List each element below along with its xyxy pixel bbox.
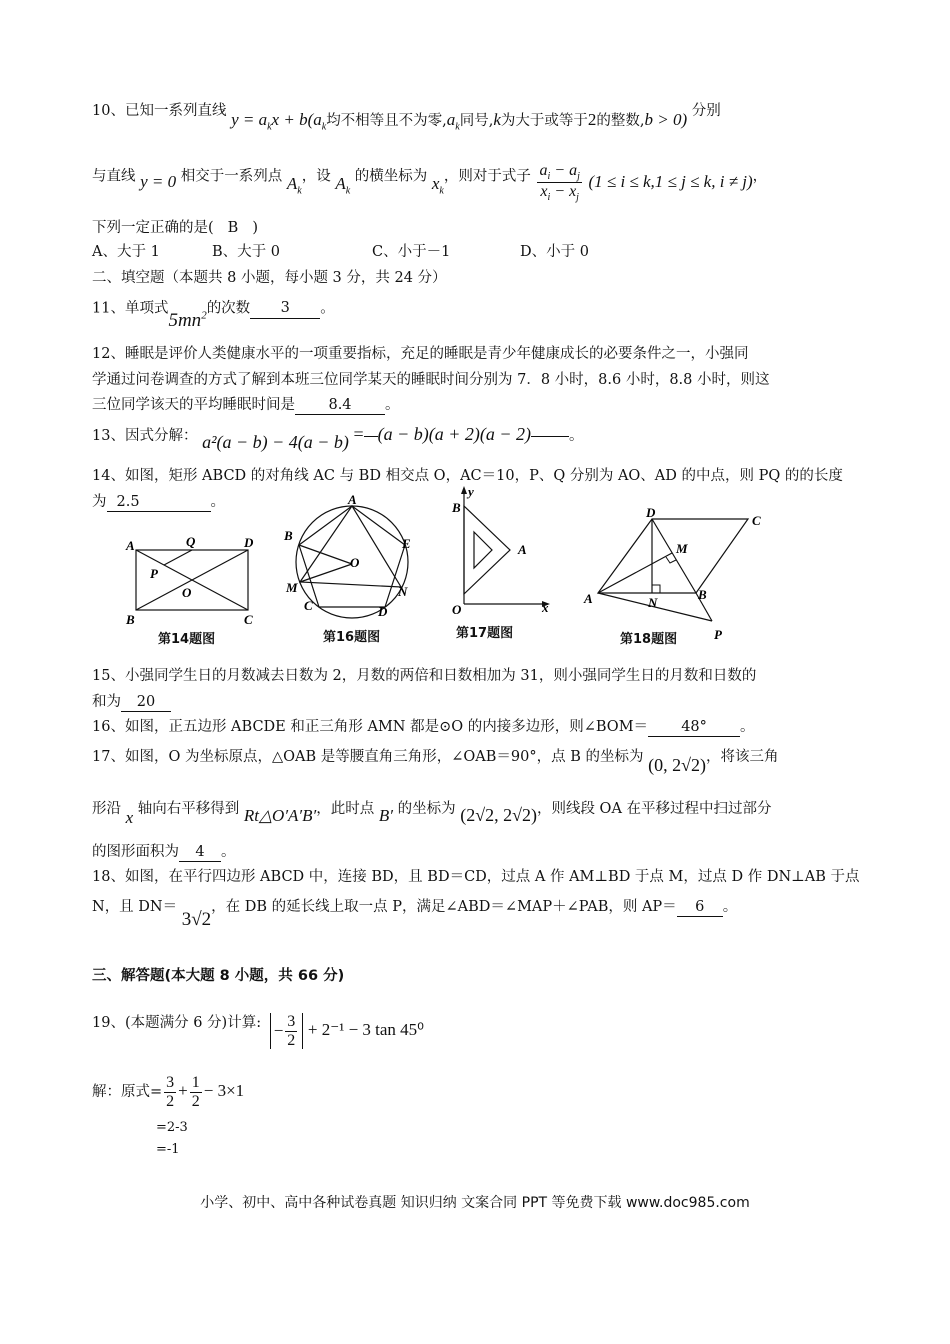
q10-l2e: ，则对于式子: [443, 168, 531, 185]
q14-answer: 2.5: [107, 494, 211, 512]
fig16-label-n: N: [398, 584, 408, 599]
q17-l2c: ，此时点: [316, 801, 375, 817]
q10-option-a: A、大于 1: [92, 244, 160, 260]
q10-line1: [92, 100, 721, 133]
q10-cond3: 为大于或等于: [500, 113, 588, 129]
q10-option-b: B、大于 0: [212, 244, 280, 260]
q14-post: 。: [210, 494, 225, 510]
q18-dn-value: 3√2: [181, 909, 212, 930]
fig16-label-o: O: [350, 555, 360, 570]
section-2-heading: 二、填空题（本题共 8 小题，每小题 3 分，共 24 分）: [92, 270, 447, 286]
fig18-label-b: B: [698, 587, 707, 602]
q19-step-2: =2-3: [156, 1120, 188, 1135]
q11-answer: 3: [250, 300, 320, 318]
figure-18-caption: 第18题图: [620, 632, 678, 647]
fig17-label-x: x: [542, 600, 549, 615]
q17-l2d: 的坐标为: [397, 801, 456, 817]
q10-condition: (1 ≤ i ≤ k,1 ≤ j ≤ k, i ≠ j): [588, 171, 753, 191]
figure-18: [580, 505, 780, 640]
fig16-label-c: C: [304, 598, 313, 613]
fig16-label-b: B: [284, 528, 293, 543]
fig14-label-b: B: [126, 612, 135, 627]
q11-post: 。: [320, 300, 335, 317]
q12-line1: 12、睡眠是评价人类健康水平的一项重要指标，充足的睡眠是青少年健康成长的必要条件之一，小强同: [92, 346, 749, 362]
q10-line3: [92, 220, 258, 237]
q13-answer: (a − b)(a + 2)(a − 2): [377, 424, 532, 444]
fig14-label-a: A: [126, 538, 135, 553]
q10-option-c: C、小于－1: [372, 244, 451, 260]
q16: [92, 719, 755, 737]
fig16-label-m: M: [286, 580, 298, 595]
q10-fraction: $\frac{a_i - a_j}{x_i - x_j}$: [539, 162, 580, 204]
q15-line1: 15、小强同学生日的月数减去日数为 2，月数的两倍和日数相加为 31，则小强同学生日的月数和日数的: [92, 668, 757, 684]
q12-text: 三位同学该天的平均睡眠时间是: [92, 397, 295, 413]
q10-cond4: 的整数,: [596, 113, 645, 129]
fig18-label-p: P: [714, 627, 722, 640]
figure-18-drawing: [580, 505, 780, 640]
q19-step-3: =-1: [156, 1142, 180, 1157]
q17-rt: Rt△O′A′B′: [243, 806, 317, 825]
q17-coord-bprime: (2√2, 2√2): [460, 805, 537, 825]
q18-mid: ，在 DB 的延长线上取一点 P，满足∠ABD＝∠MAP＋∠PAB，则 AP＝: [211, 899, 677, 915]
q19-plus: +: [178, 1081, 188, 1101]
q12-line2: 学通过问卷调查的方式了解到本班三位同学某天的睡眠时间分别为 7．8 小时，8.6 小时，8.8 小时，则这: [92, 372, 770, 388]
q17-coord-b: (0, 2√2): [648, 755, 706, 775]
q14-line2: [92, 494, 225, 512]
q17-bprime: B′: [378, 806, 393, 825]
q11-text: 11、单项式: [92, 300, 169, 317]
fig18-label-d: D: [646, 505, 656, 520]
q19: [92, 1005, 424, 1049]
q10-cond: 均不相等且不为零,: [326, 113, 447, 129]
figure-14-drawing: [120, 530, 270, 630]
q19-text: 19、(本题满分 6 分)计算:: [92, 1015, 262, 1032]
q10-cond2: 同号,: [459, 113, 494, 129]
figure-17-drawing: [446, 484, 566, 619]
q10-prompt: 下列一定正确的是(: [92, 220, 214, 236]
figure-16-drawing: [278, 492, 418, 622]
figure-16-caption: 第16题图: [323, 630, 381, 645]
q17-text: 17、如图，O 为坐标原点，△OAB 是等腰直角三角形，∠OAB＝90°，点 B 的坐标为: [92, 749, 644, 765]
figure-17-caption: 第17题图: [456, 626, 514, 641]
q17-l2b: 轴向右平移得到: [137, 801, 240, 817]
q13-expression: a²(a − b) − 4(a − b): [202, 432, 349, 452]
q17-line3: [92, 844, 236, 862]
q10-text: 10、已知一系列直线: [92, 103, 227, 119]
q17-l3: 的图形面积为: [92, 844, 179, 860]
q14-text: 为: [92, 494, 107, 510]
q12-answer: 8.4: [295, 397, 385, 415]
q10-l2f: ，: [752, 168, 768, 185]
q19-absolute-value: − $\frac{3}{2}$: [270, 1013, 304, 1049]
q10-b: b > 0): [644, 110, 688, 129]
q18-post: 。: [722, 899, 738, 915]
fig16-label-d: D: [378, 604, 388, 619]
q17-answer: 4: [179, 844, 221, 862]
q17-l2e: ，则线段 OA 在平移过程中扫过部分: [536, 801, 772, 817]
q19-solution-label: 解：原式=: [92, 1084, 163, 1101]
q13-text: 13、因式分解：: [92, 428, 198, 444]
q15-text: 和为: [92, 694, 121, 710]
q10-two: 2: [587, 110, 597, 129]
q15-answer: 20: [121, 694, 171, 712]
fig14-label-q: Q: [186, 534, 196, 549]
q19-solution-line1: [92, 1074, 244, 1110]
fig17-label-y: y: [468, 484, 474, 499]
q17-l3-post: 。: [221, 844, 236, 860]
q16-post: 。: [740, 719, 755, 735]
figure-14-caption: 第14题图: [158, 632, 216, 647]
q17-line1: [92, 745, 779, 775]
fig14-label-o: O: [182, 585, 192, 600]
q10-post: 分别: [691, 103, 721, 119]
fig16-label-a: A: [348, 492, 357, 507]
q10-Ak: $A_k$: [286, 173, 302, 197]
q10-l2b: 相交于一系列点: [180, 168, 283, 185]
fig17-label-o: O: [452, 602, 462, 617]
q16-text: 16、如图，正五边形 ABCDE 和正三角形 AMN 都是⊙O 的内接多边形，则∠BOM＝: [92, 719, 649, 735]
q10-Ak2: $A_k$: [335, 173, 351, 197]
q13-equals: =: [353, 424, 364, 444]
fig16-label-e: E: [402, 536, 411, 551]
fig18-label-c: C: [752, 513, 761, 528]
q17-x: x: [125, 808, 134, 827]
q10-ak: $a_k$: [446, 110, 460, 133]
q10-answer: B: [227, 220, 239, 236]
q18-line2: [92, 895, 738, 930]
figure-16: [278, 492, 418, 622]
q10-close: ): [252, 220, 258, 236]
q17-post: ，将该三角: [705, 749, 779, 765]
q10-y0: y = 0: [140, 171, 177, 191]
q18-answer: 6: [677, 899, 723, 917]
q19-expression-tail: + 2⁻¹ − 3 tan 45⁰: [307, 1020, 424, 1040]
q10-l2c: ，设: [301, 168, 331, 185]
q13-post: 。: [569, 428, 584, 444]
fig17-label-b: B: [452, 500, 461, 515]
q10-xk: $x_k$: [431, 173, 444, 197]
q17-l2a: 形沿: [92, 801, 121, 817]
fig18-label-m: M: [676, 541, 688, 556]
footer-watermark: 小学、初中、高中各种试卷真题 知识归纳 文案合同 PPT 等免费下载 www.doc985.com: [200, 1195, 750, 1211]
q10-l2d: 的横坐标为: [354, 168, 428, 185]
fig18-label-n: N: [648, 595, 658, 610]
q18-line1: 18、如图，在平行四边形 ABCD 中，连接 BD，且 BD＝CD，过点 A 作 AM⊥BD 于点 M，过点 D 作 DN⊥AB 于点: [92, 869, 860, 885]
fig14-label-p: P: [150, 566, 158, 581]
fig18-label-a: A: [584, 591, 593, 606]
fig17-label-a: A: [518, 542, 527, 557]
figure-14: [120, 530, 270, 630]
q16-answer: 48°: [648, 719, 740, 737]
q11-mid: 的次数: [206, 300, 251, 317]
q10-eq: $y = a_kx + b(a_k$: [231, 110, 327, 133]
q10-k: k: [493, 110, 501, 129]
figure-17: [446, 484, 566, 619]
q19-fraction-2: $\frac{1}{2}$: [191, 1074, 200, 1110]
q17-line2: [92, 797, 772, 827]
q19-tail: − 3×1: [203, 1081, 245, 1101]
q10-option-d: D、小于 0: [520, 244, 589, 260]
fig14-label-c: C: [244, 612, 253, 627]
q14-line1: 14、如图，矩形 ABCD 的对角线 AC 与 BD 相交点 O，AC＝10，P、Q 分别为 AO、AD 的中点，则 PQ 的的长度: [92, 468, 843, 484]
q18-text: N，且 DN＝: [92, 899, 178, 915]
q15-line2: [92, 694, 171, 712]
q12-post: 。: [385, 397, 400, 413]
q10-l2a: 与直线: [92, 168, 136, 185]
section-3-heading: 三、解答题(本大题 8 小题，共 66 分): [92, 968, 345, 984]
q12-line3: [92, 397, 400, 415]
q11-monomial: $5mn^2$: [168, 310, 207, 332]
q13: [92, 424, 584, 452]
q11: [92, 296, 335, 332]
q10-line2: [92, 156, 768, 204]
q13-answer-wrap: [364, 424, 569, 446]
fig14-label-d: D: [244, 535, 254, 550]
q19-fraction-1: $\frac{3}{2}$: [166, 1074, 175, 1110]
